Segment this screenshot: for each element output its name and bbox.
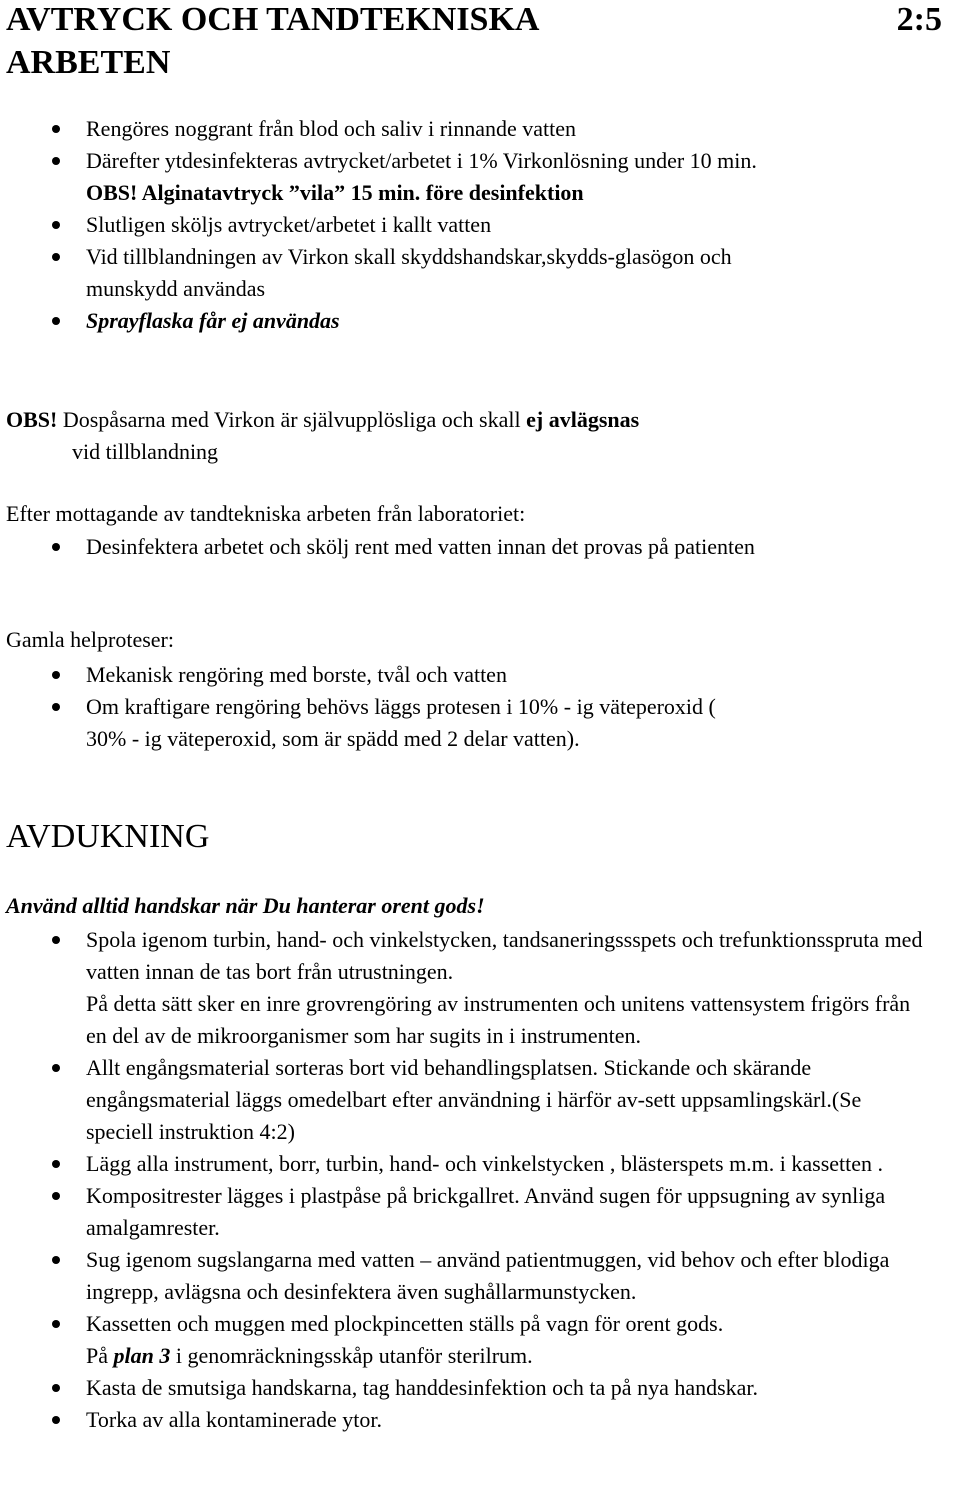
page-title: AVTRYCK OCH TANDTEKNISKA ARBETEN — [6, 1, 538, 81]
section-heading-avdukning: AVDUKNING — [6, 818, 210, 855]
bullet-icon — [52, 671, 60, 679]
list-item: Sug igenom sugslangarna med vatten – använd patientmuggen, vid behov och efter blodiga ingrepp, avlägsna och desinfektera även sughållarmunstycken. — [6, 1244, 936, 1308]
bullet-icon — [52, 703, 60, 711]
list-item: Slutligen sköljs avtrycket/arbetet i kallt vatten — [6, 209, 906, 241]
bullet-icon — [52, 1416, 60, 1424]
avdukning-list — [6, 924, 936, 1436]
list-item: Torka av alla kontaminerade ytor. — [6, 1404, 936, 1436]
list-item: Lägg alla instrument, borr, turbin, hand- och vinkelstycken , blästerspets m.m. i kassetten . — [6, 1148, 936, 1180]
list-item: Desinfektera arbetet och skölj rent med vatten innan det provas på patienten — [6, 531, 806, 563]
bullet-icon — [52, 1064, 60, 1072]
bullet-icon — [52, 1192, 60, 1200]
obs-note: OBS! Dospåsarna med Virkon är självupplösliga och skall ej avlägsnas vid tillblandning — [6, 407, 640, 464]
bullet-icon — [52, 1320, 60, 1328]
bullet-icon — [52, 157, 60, 165]
bullet-icon — [52, 543, 60, 551]
list-item: Kompositrester lägges i plastpåse på brickgallret. Använd sugen för uppsugning av synliga amalgamrester. — [6, 1180, 936, 1244]
dentures-heading: Gamla helproteser: — [6, 627, 174, 652]
list-item: Kassetten och muggen med plockpincetten ställs på vagn för orent gods. På plan 3 i genomräckningsskåp utanför sterilrum. — [6, 1308, 936, 1372]
list-item: Därefter ytdesinfekteras avtrycket/arbetet i 1% Virkonlösning under 10 min. OBS! Alginatavtryck ”vila” 15 min. före desinfektion — [6, 145, 786, 209]
dentures-list — [6, 659, 746, 755]
gloves-warning: Använd alltid handskar när Du hanterar orent gods! — [6, 893, 485, 918]
lab-list — [6, 531, 806, 563]
list-item: Mekanisk rengöring med borste, tvål och vatten — [6, 659, 746, 691]
list-item: Kasta de smutsiga handskarna, tag handdesinfektion och ta på nya handskar. — [6, 1372, 936, 1404]
bullet-icon — [52, 317, 60, 325]
list-item: Spola igenom turbin, hand- och vinkelstycken, tandsaneringssspets och trefunktionsspruta med vatten innan de tas bort från utrustningen. På detta sätt sker en inre grovrengöring av instrumenten och unitens vattensystem frigörs från en del av de mikroorganismer som har sugits in i instrumenten. — [6, 924, 936, 1052]
cleaning-list — [6, 113, 906, 337]
list-item: Om kraftigare rengöring behövs läggs protesen i 10% - ig väteperoxid ( 30% - ig väteperoxid, som är spädd med 2 delar vatten). — [6, 691, 746, 755]
page-number: 2:5 — [896, 1, 942, 38]
list-item: Vid tillblandningen av Virkon skall skyddshandskar,skydds-glasögon och munskydd användas — [6, 241, 786, 305]
bullet-icon — [52, 125, 60, 133]
bullet-icon — [52, 1160, 60, 1168]
bullet-icon — [52, 1384, 60, 1392]
lab-heading: Efter mottagande av tandtekniska arbeten från laboratoriet: — [6, 501, 526, 526]
list-item: Rengöres noggrant från blod och saliv i rinnande vatten — [6, 113, 906, 145]
obs-alginate-note: OBS! Alginatavtryck ”vila” 15 min. före desinfektion — [86, 180, 584, 205]
list-item: Sprayflaska får ej användas — [6, 305, 906, 337]
list-item: Allt engångsmaterial sorteras bort vid behandlingsplatsen. Stickande och skärande engångsmaterial läggs omedelbart efter användning i härför av-sett uppsamlingskärl.(Se speciell instruktion 4:2) — [6, 1052, 886, 1148]
bullet-icon — [52, 253, 60, 261]
bullet-icon — [52, 1256, 60, 1264]
bullet-icon — [52, 221, 60, 229]
bullet-icon — [52, 936, 60, 944]
